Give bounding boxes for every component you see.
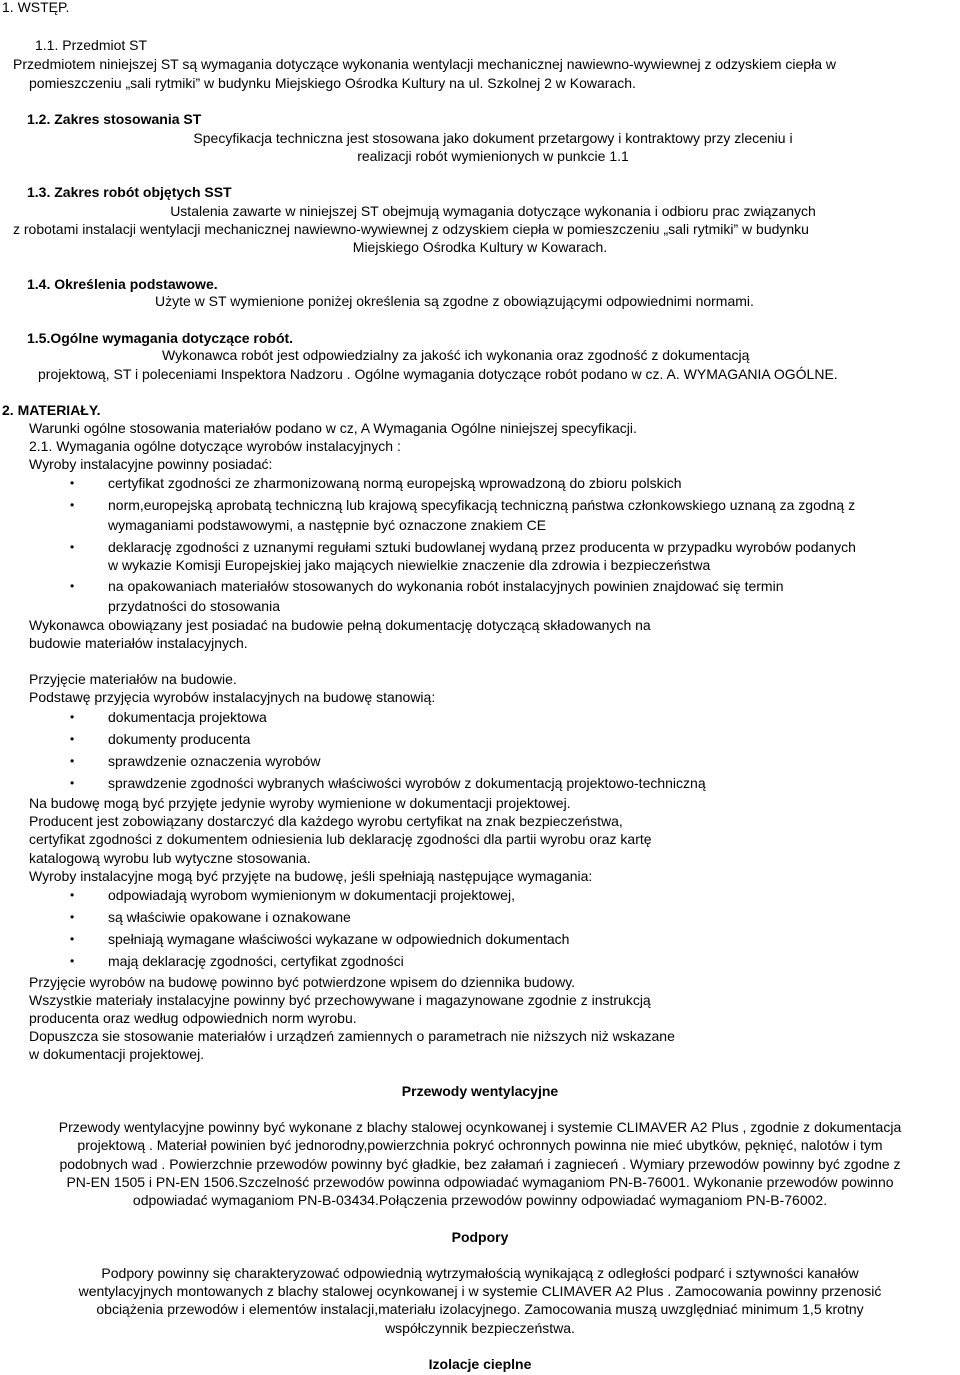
subsection-title-1-2: 1.2. Zakres stosowania ST <box>27 111 202 127</box>
section-title-insulation: Izolacje cieplne <box>428 1356 532 1372</box>
bullet-icon: • <box>70 910 75 924</box>
paragraph-line: podobnych wad . Powierzchnie przewodów powinny być gładkie, bez załamań i zagnieceń . Wymiary przewodów powinny być zgodne z <box>59 1156 901 1172</box>
paragraph-line: realizacji robót wymienionych w punkcie 1.1 <box>357 148 629 164</box>
paragraph-line: w dokumentacji projektowej. <box>29 1046 205 1062</box>
subsection-title-1-5: 1.5.Ogólne wymagania dotyczące robót. <box>27 330 294 346</box>
paragraph-line: katalogową wyrobu lub wytyczne stosowania. <box>29 850 311 866</box>
section-heading-materialy: 2. MATERIAŁY. <box>2 402 101 418</box>
paragraph-line: Wykonawca obowiązany jest posiadać na budowie pełną dokumentację dotyczącą składowanych na <box>29 617 651 633</box>
list-item: odpowiadają wyrobom wymienionym w dokumentacji projektowej, <box>108 887 515 903</box>
list-item: dokumentacja projektowa <box>108 709 267 725</box>
bullet-icon: • <box>70 954 75 968</box>
list-item: wymaganiami podstawowymi, a następnie być oznaczone znakiem CE <box>108 517 547 533</box>
list-item: norm,europejską aprobatą techniczną lub krajową specyfikacją techniczną państwa członkowskiego uznaną za zgodną z <box>108 497 856 513</box>
paragraph-line: PN-EN 1505 i PN-EN 1506.Szczelność przewodów powinna odpowiadać wymaganiom PN-B-76001. Wykonanie przewodów powinno <box>66 1174 894 1190</box>
paragraph-line: Podstawę przyjęcia wyrobów instalacyjnych na budowę stanowią: <box>29 689 436 705</box>
paragraph-line: projektową . Materiał powinien być jednorodny,powierzchnia pokryć ochronnych powinna nie mieć ubytków, pęknięć, nalotów i tym <box>77 1137 883 1153</box>
paragraph-line: producenta oraz według odpowiednich norm wyrobu. <box>29 1010 357 1026</box>
paragraph-line: Wszystkie materiały instalacyjne powinny być przechowywane i magazynowane zgodnie z instrukcją <box>29 992 651 1008</box>
bullet-icon: • <box>70 710 75 724</box>
paragraph-line: Wykonawca robót jest odpowiedzialny za jakość ich wykonania oraz zgodność z dokumentacją <box>162 347 750 363</box>
paragraph-line: Podpory powinny się charakteryzować odpowiednią wytrzymałością wynikającą z odległości podparć i sztywności kanałów <box>101 1265 859 1281</box>
list-item: deklarację zgodności z uznanymi regułami sztuki budowlanej wydaną przez producenta w przypadku wyrobów podanych <box>108 539 856 555</box>
section-title-supports: Podpory <box>451 1229 509 1245</box>
paragraph-line: Przedmiotem niniejszej ST są wymagania dotyczące wykonania wentylacji mechanicznej nawiewno-wywiewnej z odzyskiem ciepła w <box>13 56 836 72</box>
list-item: dokumenty producenta <box>108 731 251 747</box>
paragraph-line: Przyjęcie wyrobów na budowę powinno być potwierdzone wpisem do dziennika budowy. <box>29 974 576 990</box>
bullet-icon: • <box>70 579 75 593</box>
list-item: w wykazie Komisji Europejskiej jako mających niewielkie znaczenie dla zdrowia i bezpieczeństwa <box>108 557 711 573</box>
paragraph-line: Warunki ogólne stosowania materiałów podano w cz, A Wymagania Ogólne niniejszej specyfikacji. <box>29 420 637 436</box>
list-item: certyfikat zgodności ze zharmonizowaną normą europejską wprowadzoną do zbioru polskich <box>108 475 682 491</box>
paragraph-line: odpowiadać wymaganiom PN-B-03434.Połączenia przewodów powinny odpowiadać wymaganiom PN-B-76002. <box>132 1192 828 1208</box>
paragraph-line: projektową, ST i poleceniami Inspektora Nadzoru . Ogólne wymagania dotyczące robót podano w cz. A. WYMAGANIA OGÓLNE. <box>38 366 838 382</box>
bullet-icon: • <box>70 732 75 746</box>
paragraph-line: obciążenia przewodów i elementów instalacji,materiału izolacyjnego. Zamocowania muszą uwzględniać minimum 1,5 krotny <box>96 1301 864 1317</box>
paragraph-line: Miejskiego Ośrodka Kultury w Kowarach. <box>352 239 608 255</box>
paragraph-line: Wyroby instalacyjne mogą być przyjęte na budowę, jeśli spełniają następujące wymagania: <box>29 868 593 884</box>
paragraph-line: Użyte w ST wymienione poniżej określenia są zgodne z obowiązującymi odpowiednimi normami. <box>155 293 754 309</box>
paragraph-line: Wyroby instalacyjne powinny posiadać: <box>29 456 273 472</box>
paragraph-line: Ustalenia zawarte w niniejszej ST obejmują wymagania dotyczące wykonania i odbioru prac związanych <box>170 203 816 219</box>
list-item: na opakowaniach materiałów stosowanych do wykonania robót instalacyjnych powinien znajdować się termin <box>108 578 784 594</box>
paragraph-line: Dopuszcza sie stosowanie materiałów i urządzeń zamiennych o parametrach nie niższych niż wskazane <box>29 1028 675 1044</box>
list-item: mają deklarację zgodności, certyfikat zgodności <box>108 953 404 969</box>
list-item: sprawdzenie oznaczenia wyrobów <box>108 753 321 769</box>
paragraph-line: z robotami instalacji wentylacji mechanicznej nawiewno-wywiewnej z odzyskiem ciepła w pomieszczeniu „sali rytmiki” w budynku <box>13 221 809 237</box>
paragraph-line: Specyfikacja techniczna jest stosowana jako dokument przetargowy i kontraktowy przy zleceniu i <box>193 130 793 146</box>
paragraph-line: Producent jest zobowiązany dostarczyć dla każdego wyrobu certyfikat na znak bezpieczeństwa, <box>29 813 623 829</box>
bullet-icon: • <box>70 776 75 790</box>
paragraph-line: Na budowę mogą być przyjęte jedynie wyroby wymienione w dokumentacji projektowej. <box>29 795 571 811</box>
subsection-title-1-4: 1.4. Określenia podstawowe. <box>27 276 218 292</box>
bullet-icon: • <box>70 932 75 946</box>
list-item: sprawdzenie zgodności wybranych właściwości wyrobów z dokumentacją projektowo-techniczną <box>108 775 706 791</box>
subsection-title-1-1: 1.1. Przedmiot ST <box>35 37 148 53</box>
bullet-icon: • <box>70 754 75 768</box>
bullet-icon: • <box>70 476 75 490</box>
list-item: spełniają wymagane właściwości wykazane w odpowiednich dokumentach <box>108 931 570 947</box>
paragraph-line: współczynnik bezpieczeństwa. <box>385 1320 575 1336</box>
section-heading-wstep: 1. WSTĘP. <box>2 0 70 15</box>
subsection-title-2-1: 2.1. Wymagania ogólne dotyczące wyrobów instalacyjnych : <box>29 438 401 454</box>
paragraph-line: certyfikat zgodności z dokumentem odniesienia lub deklarację zgodności dla partii wyrobu oraz kartę <box>29 831 652 847</box>
paragraph-line: wentylacyjnych montowanych z blachy stalowej ocynkowanej i w systemie CLIMAVER A2 Plus . Zamocowania powinny przenosić <box>78 1283 882 1299</box>
paragraph-line: Przewody wentylacyjne powinny być wykonane z blachy stalowej ocynkowanej i systemie CLIMAVER A2 Plus , zgodnie z dokumentacja <box>58 1119 902 1135</box>
list-item: przydatności do stosowania <box>108 598 280 614</box>
bullet-icon: • <box>70 498 75 512</box>
section-title-ducts: Przewody wentylacyjne <box>401 1083 559 1099</box>
bullet-icon: • <box>70 540 75 554</box>
subsection-title-1-3: 1.3. Zakres robót objętych SST <box>27 184 232 200</box>
paragraph-line: budowie materiałów instalacyjnych. <box>29 635 248 651</box>
list-item: są właściwie opakowane i oznakowane <box>108 909 351 925</box>
paragraph-line: Przyjęcie materiałów na budowie. <box>29 671 237 687</box>
paragraph-line: pomieszczeniu „sali rytmiki” w budynku Miejskiego Ośrodka Kultury na ul. Szkolnej 2 w Kowarach. <box>29 75 636 91</box>
bullet-icon: • <box>70 888 75 902</box>
